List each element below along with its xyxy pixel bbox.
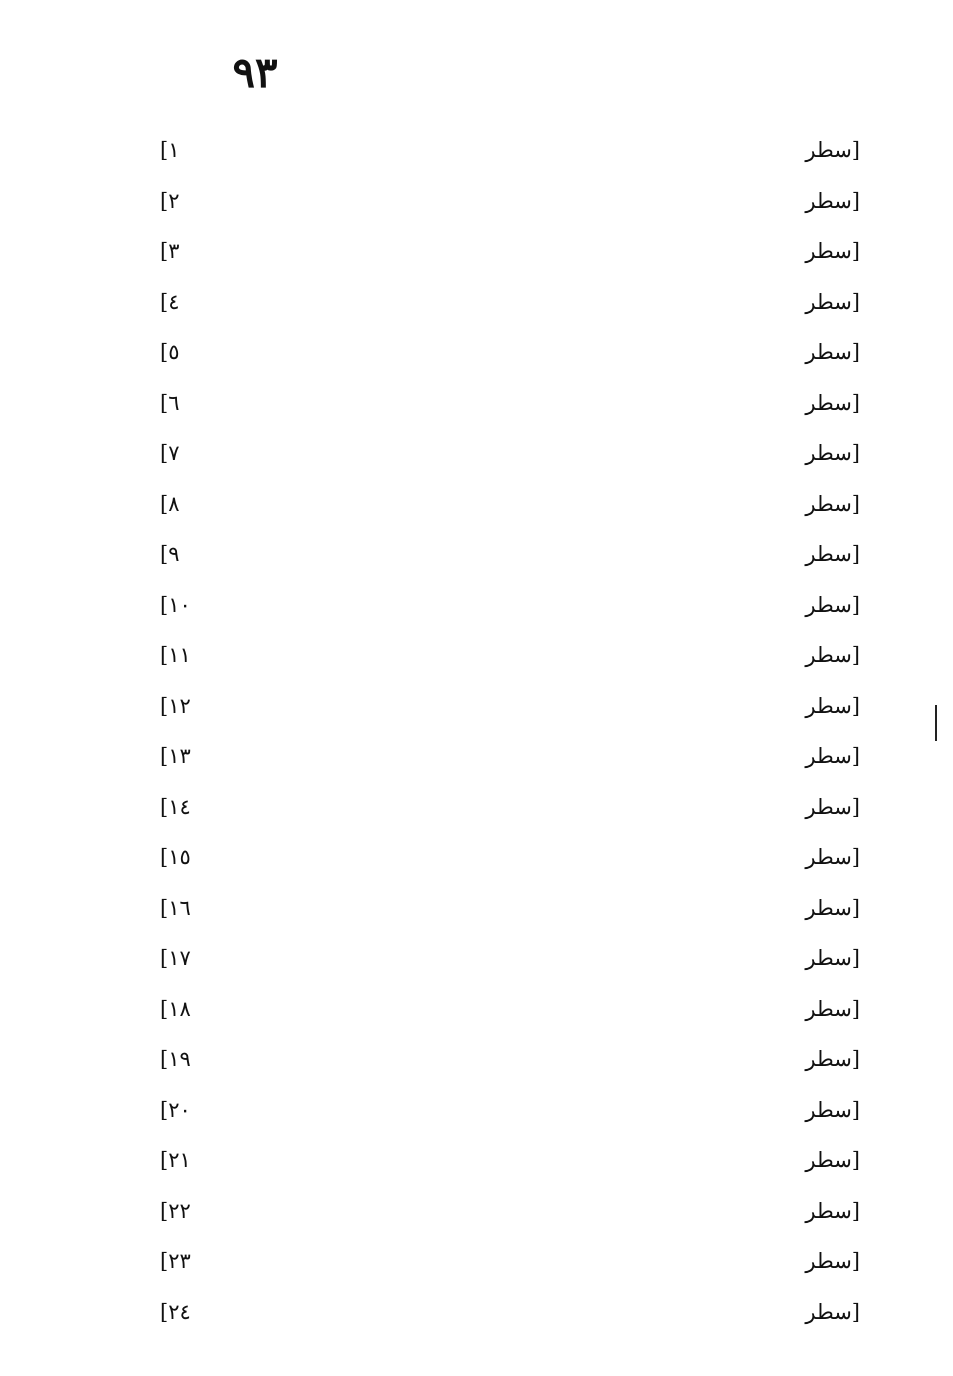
- text-line: [سطر ١٦]: [160, 895, 860, 920]
- text-line: [سطر ١١]: [160, 643, 860, 667]
- text-line: [سطر ١٠]: [160, 592, 860, 617]
- page-number: ٩٣: [232, 48, 278, 97]
- text-line: [سطر ٢٠]: [160, 1097, 860, 1122]
- text-line: [سطر ٣]: [160, 239, 860, 263]
- text-line: [سطر ١]: [160, 138, 860, 162]
- text-line: [سطر ٢]: [160, 188, 860, 213]
- text-line: [سطر ١٢]: [160, 693, 860, 718]
- text-line: [سطر ٦]: [160, 390, 860, 415]
- text-line: [سطر ٢١]: [160, 1148, 860, 1172]
- text-line: [سطر ٢٢]: [160, 1198, 860, 1223]
- text-line: [سطر ١٤]: [160, 794, 860, 819]
- text-line: [سطر ٥]: [160, 340, 860, 364]
- text-line: [سطر ١٧]: [160, 946, 860, 970]
- text-line: [سطر ١٥]: [160, 845, 860, 869]
- text-line: [سطر ٩]: [160, 542, 860, 566]
- body-text: [160, 125, 860, 1337]
- text-line: [سطر ٢٤]: [160, 1299, 860, 1324]
- text-line: [سطر ٤]: [160, 289, 860, 314]
- text-line: [سطر ٨]: [160, 491, 860, 516]
- text-line: [سطر ٧]: [160, 441, 860, 465]
- text-line: [سطر ١٨]: [160, 996, 860, 1021]
- text-line: [سطر ٢٣]: [160, 1249, 860, 1273]
- text-line: [سطر ١٣]: [160, 744, 860, 768]
- margin-mark: [935, 705, 937, 741]
- text-line: [سطر ١٩]: [160, 1047, 860, 1071]
